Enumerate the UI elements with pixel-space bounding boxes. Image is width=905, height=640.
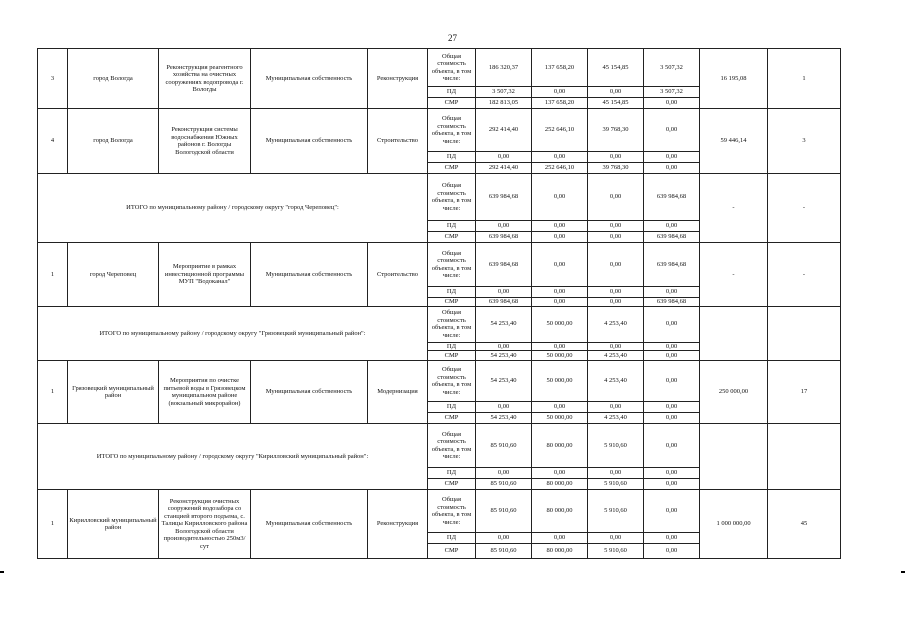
capacity-cell: 16 195,08 [700,49,768,109]
district-cell: город Вологда [68,109,159,174]
work-type-cell: Строительство [368,109,428,174]
amount-cell: 0,00 [532,87,588,98]
amount-cell: 54 253,40 [476,306,532,342]
cost-type-label: ПД [428,152,476,163]
amount-cell: 0,00 [588,243,644,287]
amount-cell: 5 910,60 [588,479,644,490]
district-cell: город Череповец [68,243,159,307]
cost-type-label: ПД [428,87,476,98]
amount-cell: 0,00 [532,221,588,232]
cost-type-label: Общая стоимость объекта, в том числе: [428,306,476,342]
amount-cell: 50 000,00 [532,351,588,361]
amount-cell: 639 984,68 [476,174,532,221]
amount-cell: 0,00 [644,163,700,174]
count-cell [768,306,841,361]
cost-type-label: ПД [428,342,476,351]
cost-type-label: Общая стоимость объекта, в том числе: [428,424,476,468]
amount-cell: 54 253,40 [476,351,532,361]
capacity-cell: 59 446,14 [700,109,768,174]
amount-cell: 4 253,40 [588,351,644,361]
amount-cell: 0,00 [644,98,700,109]
amount-cell: 0,00 [588,174,644,221]
cost-type-label: СМР [428,479,476,490]
amount-cell: 0,00 [476,221,532,232]
amount-cell: 639 984,68 [476,243,532,287]
amount-cell: 0,00 [588,402,644,413]
amount-cell: 639 984,68 [644,243,700,287]
ownership-cell: Муниципальная собственность [251,243,368,307]
count-cell: 1 [768,49,841,109]
cost-type-label: СМР [428,413,476,424]
amount-cell: 0,00 [588,87,644,98]
capacity-cell [700,424,768,490]
amount-cell: 0,00 [644,413,700,424]
amount-cell: 252 646,10 [532,163,588,174]
amount-cell: 0,00 [644,361,700,402]
amount-cell: 4 253,40 [588,361,644,402]
cost-type-label: ПД [428,287,476,298]
investment-table [37,48,841,559]
amount-cell: 3 507,32 [644,87,700,98]
cost-type-label: СМР [428,298,476,307]
amount-cell: 3 507,32 [644,49,700,87]
row-number-cell: 4 [38,109,68,174]
amount-cell: 639 984,68 [644,174,700,221]
work-type-cell: Реконструкция [368,49,428,109]
amount-cell: 0,00 [476,287,532,298]
amount-cell: 50 000,00 [532,361,588,402]
amount-cell: 54 253,40 [476,413,532,424]
page-number: 27 [448,33,457,43]
cost-type-label: Общая стоимость объекта, в том числе: [428,243,476,287]
amount-cell: 80 000,00 [532,544,588,559]
amount-cell: 639 984,68 [476,298,532,307]
amount-cell: 80 000,00 [532,490,588,533]
amount-cell: 85 910,60 [476,479,532,490]
capacity-cell: - [700,243,768,307]
table-row [38,109,841,152]
capacity-cell: 250 000,00 [700,361,768,424]
district-cell: Кирилловский муниципальный район [68,490,159,559]
amount-cell: 0,00 [532,243,588,287]
table-row [38,306,841,342]
amount-cell: 292 414,40 [476,109,532,152]
amount-cell: 137 658,20 [532,49,588,87]
amount-cell: 0,00 [476,152,532,163]
capacity-cell [700,306,768,361]
amount-cell: 0,00 [588,468,644,479]
amount-cell: 252 646,10 [532,109,588,152]
amount-cell: 0,00 [644,468,700,479]
amount-cell: 0,00 [644,490,700,533]
amount-cell: 0,00 [532,533,588,544]
amount-cell: 0,00 [644,351,700,361]
count-cell: - [768,243,841,307]
cost-type-label: СМР [428,351,476,361]
cost-type-label: Общая стоимость объекта, в том числе: [428,361,476,402]
amount-cell: 0,00 [644,424,700,468]
project-name-cell: Реконструкция системы водоснабжения Южных районов г. Вологды Вологодской области [159,109,251,174]
row-number-cell: 1 [38,361,68,424]
amount-cell: 0,00 [644,479,700,490]
ownership-cell: Муниципальная собственность [251,49,368,109]
project-name-cell: Мероприятия по очистке питьевой воды в Грязовецком муниципальном районе (вокзальный микрорайон) [159,361,251,424]
amount-cell: 0,00 [532,402,588,413]
amount-cell: 0,00 [588,287,644,298]
project-name-cell: Мероприятие в рамках инвестиционной программы МУП "Водоканал" [159,243,251,307]
amount-cell: 85 910,60 [476,490,532,533]
capacity-cell: - [700,174,768,243]
count-cell [768,424,841,490]
amount-cell: 0,00 [532,232,588,243]
table-row [38,174,841,221]
ownership-cell: Муниципальная собственность [251,109,368,174]
amount-cell: 0,00 [644,533,700,544]
cost-type-label: ПД [428,402,476,413]
amount-cell: 0,00 [644,109,700,152]
margin-mark-left [0,571,4,573]
count-cell: - [768,174,841,243]
cost-type-label: СМР [428,163,476,174]
amount-cell: 0,00 [476,342,532,351]
amount-cell: 45 154,85 [588,49,644,87]
amount-cell: 39 768,30 [588,109,644,152]
count-cell: 3 [768,109,841,174]
amount-cell: 85 910,60 [476,544,532,559]
amount-cell: 0,00 [588,232,644,243]
amount-cell: 50 000,00 [532,413,588,424]
cost-type-label: ПД [428,221,476,232]
cost-type-label: Общая стоимость объекта, в том числе: [428,49,476,87]
row-number-cell: 3 [38,49,68,109]
amount-cell: 85 910,60 [476,424,532,468]
amount-cell: 186 320,37 [476,49,532,87]
amount-cell: 0,00 [532,174,588,221]
amount-cell: 0,00 [476,468,532,479]
capacity-cell: 1 000 000,00 [700,490,768,559]
amount-cell: 39 768,30 [588,163,644,174]
cost-type-label: СМР [428,544,476,559]
district-cell: город Вологда [68,49,159,109]
work-type-cell: Модернизация [368,361,428,424]
amount-cell: 0,00 [588,152,644,163]
amount-cell: 0,00 [532,287,588,298]
subtotal-label-cell: ИТОГО по муниципальному району / городскому округу "Кирилловский муниципальный район": [38,424,428,490]
amount-cell: 5 910,60 [588,490,644,533]
amount-cell: 0,00 [588,298,644,307]
amount-cell: 45 154,85 [588,98,644,109]
work-type-cell: Строительство [368,243,428,307]
row-number-cell: 1 [38,243,68,307]
cost-type-label: Общая стоимость объекта, в том числе: [428,174,476,221]
subtotal-label-cell: ИТОГО по муниципальному району / городскому округу "город Череповец": [38,174,428,243]
amount-cell: 4 253,40 [588,306,644,342]
amount-cell: 0,00 [476,402,532,413]
amount-cell: 0,00 [588,221,644,232]
table-row [38,490,841,533]
amount-cell: 137 658,20 [532,98,588,109]
row-number-cell: 1 [38,490,68,559]
amount-cell: 0,00 [644,402,700,413]
cost-type-label: СМР [428,232,476,243]
cost-type-label: Общая стоимость объекта, в том числе: [428,109,476,152]
subtotal-label-cell: ИТОГО по муниципальному району / городскому округу "Грязовецкий муниципальный район": [38,306,428,361]
work-type-cell: Реконструкция [368,490,428,559]
amount-cell: 639 984,68 [476,232,532,243]
table-row [38,361,841,402]
amount-cell: 5 910,60 [588,544,644,559]
table-row [38,424,841,468]
cost-type-label: СМР [428,98,476,109]
cost-type-label: ПД [428,468,476,479]
table-row [38,243,841,287]
project-name-cell: Реконструкция реагентного хозяйства на очистных сооружениях водопровода г. Вологды [159,49,251,109]
amount-cell: 0,00 [644,221,700,232]
amount-cell: 54 253,40 [476,361,532,402]
amount-cell: 0,00 [644,287,700,298]
amount-cell: 0,00 [644,152,700,163]
ownership-cell: Муниципальная собственность [251,490,368,559]
amount-cell: 5 910,60 [588,424,644,468]
amount-cell: 0,00 [532,342,588,351]
amount-cell: 50 000,00 [532,306,588,342]
amount-cell: 4 253,40 [588,413,644,424]
amount-cell: 0,00 [532,152,588,163]
amount-cell: 0,00 [644,306,700,342]
count-cell: 17 [768,361,841,424]
amount-cell: 0,00 [532,468,588,479]
amount-cell: 639 984,68 [644,298,700,307]
margin-mark-right [901,571,905,573]
amount-cell: 0,00 [644,342,700,351]
amount-cell: 0,00 [588,533,644,544]
amount-cell: 0,00 [644,544,700,559]
amount-cell: 182 813,05 [476,98,532,109]
amount-cell: 0,00 [532,298,588,307]
project-name-cell: Реконструкция очистных сооружений водозабора со станцией второго подъема, с. Талицы Кирилловского района Вологодской области производительностью 250м3/сут [159,490,251,559]
cost-type-label: Общая стоимость объекта, в том числе: [428,490,476,533]
district-cell: Грязовецкий муниципальный район [68,361,159,424]
ownership-cell: Муниципальная собственность [251,361,368,424]
amount-cell: 3 507,32 [476,87,532,98]
amount-cell: 80 000,00 [532,479,588,490]
amount-cell: 292 414,40 [476,163,532,174]
amount-cell: 639 984,68 [644,232,700,243]
table-body [38,49,841,559]
amount-cell: 80 000,00 [532,424,588,468]
cost-type-label: ПД [428,533,476,544]
table-row [38,49,841,87]
amount-cell: 0,00 [476,533,532,544]
count-cell: 45 [768,490,841,559]
amount-cell: 0,00 [588,342,644,351]
